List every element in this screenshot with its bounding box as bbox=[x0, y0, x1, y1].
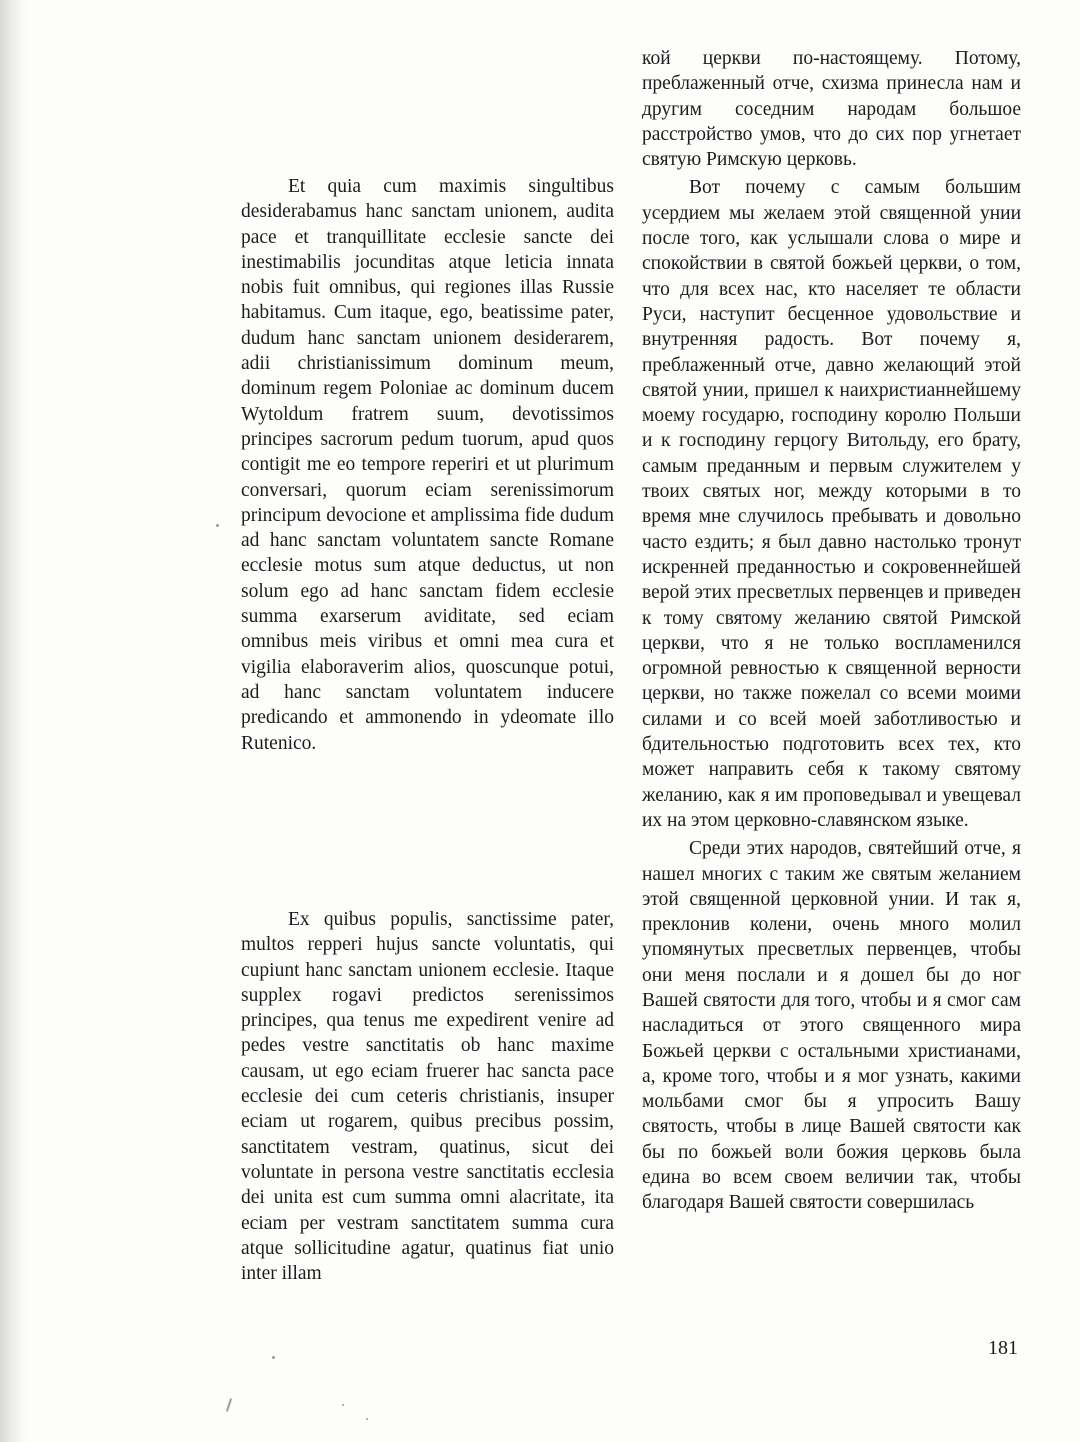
latin-column-block-2 bbox=[241, 907, 614, 1286]
latin-paragraph-2: Ex quibus populis, sanctissime pater, multos repperi hujus sancte voluntatis, qui cupiunt hanc sanctam unionem ecclesie. Itaque supplex rogavi predictos serenissimos principes, qua tenus me expedirent venire ad pedes vestre sanctitatis ob hanc maxime causam, ut ego eciam fruerer hac sancta pace ecclesie dei cum ceteris christianis, insuper eciam ut rogarem, quibus precibus possim, sanctitatem vestram, quatinus, sicut dei voluntate in persona vestre sanctitatis ecclesia dei unita est cum summa omni alacritate, ita eciam per vestram sanctitatem summa cura atque sollicitudine agatur, quatinus fiat unio inter illam bbox=[241, 909, 614, 1285]
paper-speck bbox=[216, 524, 219, 527]
latin-paragraph-1: Et quia cum maximis singultibus desiderabamus hanc sanctam unionem, audita pace et tranquillitate ecclesie sancte dei inestimabilis jocunditas atque leticia innata nobis fuit omnibus, qui regiones illas Russie habitamus. Cum itaque, ego, beatissime pater, dudum hanc sanctam unionem desiderarem, adii christianissimum dominum meum, dominum regem Poloniae ac dominum ducem Wytoldum fratrem suum, devotissimos principes sacrorum pedum tuorum, apud quos contigit me eo tempore reperiri et ut plurimum conversari, quorum eciam serenissimorum principum devocione et amplissima fide dudum ad hanc sanctam voluntatem sancte Romane ecclesie motus sum atque deductus, ut non solum ego ad hanc sanctam fidem ecclesie summa exarserum aviditate, sed eciam omnibus meis viribus et omni mea cura et vigilia elaboraverim alios, quoscunque potui, ad hanc sanctam voluntatem inducere predicando et ammonendo in ydeomate illo Rutenico. bbox=[241, 176, 614, 754]
page-number: 181 bbox=[988, 1337, 1018, 1359]
russian-column bbox=[642, 46, 1021, 1216]
russian-paragraph-2: Среди этих народов, святейший отче, я нашел многих с таким же святым желанием этой священной церковной унии. И так я, преклонив колени, очень много молил упомянутых пресветлых первенцев, чтобы они меня послали и я дошел бы до ног Вашей святости для того, чтобы и я смог сам насладиться от этого священного мира Божьей церкви с остальными христианами, а, кроме того, чтобы и я мог узнать, какими мольбами смог бы я упросить Вашу святость, чтобы в лице Вашей святости как бы по божьей воли божия церковь была едина во всем своем величии так, чтобы благодаря Вашей святости совершилась bbox=[642, 838, 1021, 1214]
paper-speck bbox=[272, 1356, 275, 1359]
russian-paragraph-continued: кой церкви по-настоящему. Потому, преблаженный отче, схизма принесла нам и другим соседним народам большое расстройство умов, что до сих пор угнетает святую Римскую церковь. bbox=[642, 48, 1021, 171]
paper-speck bbox=[366, 1418, 368, 1420]
paper-speck bbox=[342, 1404, 344, 1406]
page-gutter-shadow bbox=[0, 0, 26, 1442]
russian-paragraph-1: Вот почему с самым большим усердием мы желаем этой священной унии после того, как услышали слова о мире и спокойствии в святой божьей церкви, о том, что для всех нас, кто населяет те области Руси, наступит бесценное удовольствие и внутренняя радость. Вот почему я, преблаженный отче, давно желающий этой святой унии, пришел к наихристианнейшему моему государю, господину королю Польши и к господину герцогу Витольду, его брату, самым преданным и первым служителем у твоих святых ног, между которыми в то время мне случилось пребывать и довольно часто ездить; я был давно настолько тронут искренней преданностью и сокровеннейшей верой этих пресветлых первенцев и приведен к тому святому желанию святой Римской церкви, что я не только воспламенился огромной ревностью к священной верности церкви, но также пожелал со всеми моими силами и со всей моей заботливостью и бдительностью подготовить всех тех, кто может направить себя к такому святому желанию, как я им проповедывал и увещевал их на этом церковно-славянском языке. bbox=[642, 177, 1021, 831]
latin-column-block-1 bbox=[241, 174, 614, 756]
paper-speck bbox=[226, 1398, 232, 1412]
